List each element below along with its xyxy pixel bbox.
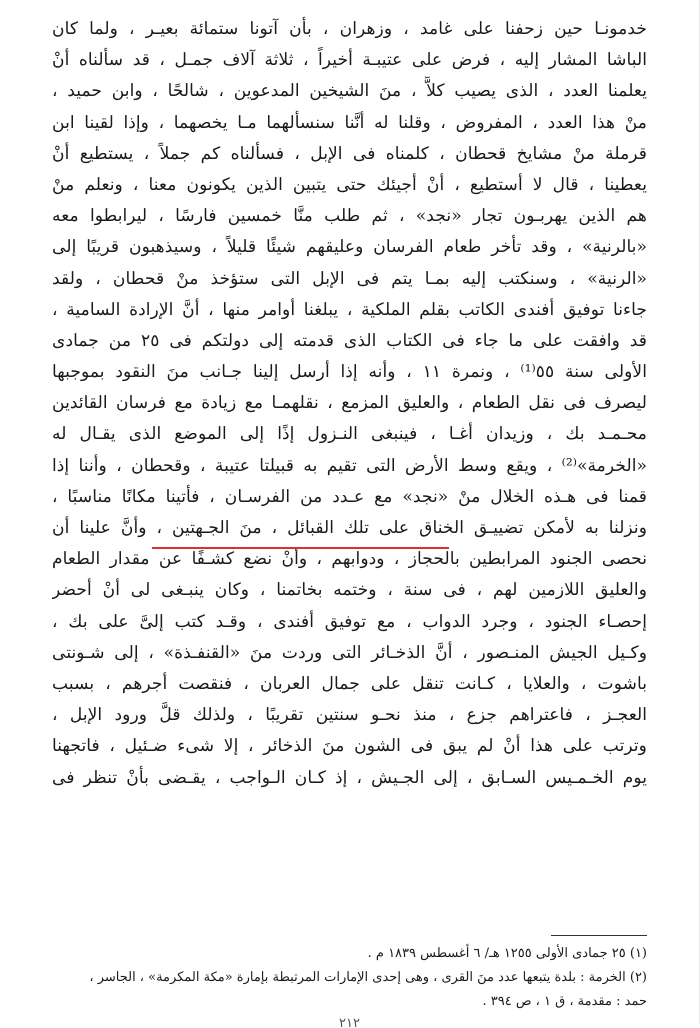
- text-line-15-highlighted: «الخرمة»⁽²⁾ ، ويقع وسط الأرض التى تقيم به قبيلتا عتيبة ، وقحطان ، وأننا إذا: [52, 455, 647, 476]
- footnote-2-continued: حمد : مقدمة ، ق ١ ، ص ٣٩٤ .: [482, 994, 647, 1009]
- text-line-9: «الرنية» ، وسنكتب إليه بمـا يتم فى الإبل التى ستؤخذ منْ قحطان ، ولقد: [52, 268, 647, 289]
- page-number: ٢١٢: [339, 1016, 360, 1028]
- footnote-1: (١) ٢٥ جمادى الأولى ١٢٥٥ هـ/ ٦ أغسطس ١٨٣٩ م .: [367, 946, 647, 961]
- text-line-22: باشوت ، والعلايا ، كـانت تنقل على جمال العربان ، فنقصت أجرهم ، بسبب: [52, 673, 647, 694]
- text-line-4: منْ هذا العدد ، المفروض ، وقلنا له أنَّنا سنسألهما مـا يخصهما ، وإذا لقينا ابن: [52, 112, 647, 133]
- text-line-16: قمنا فى هـذه الخلال منْ «نجد» مع عـدد من الفرسـان ، فأتينا مكانًا مناسبًا ،: [52, 486, 647, 507]
- text-line-11: قد وافقت على ما جاء فى الكتاب الذى قدمته إلى دولتكم فى ٢٥ من جمادى: [52, 330, 647, 351]
- text-line-8: «بالرنية» ، وقد تأخر طعام الفرسان وعليقهم شيئًا قليلاً ، وسيذهبون قريبًا إلى: [52, 237, 647, 258]
- text-line-13: ليصرف فى نقل الطعام ، والعليق المزمع ، نقلهمـا مع زيادة مع فرسان القائدين: [52, 393, 647, 414]
- footnotes: [52, 942, 647, 1014]
- text-line-3: يعلمنا العدد ، الذى يصيب كلاًّ ، منَ الشيخين المدعوين ، شالحًا ، وابن حميد ،: [52, 81, 647, 102]
- text-line-12: الأولى سنة ٥٥⁽¹⁾ ، ونمرة ١١ ، وأنه إذا أرسل إلينا جـانب منَ النقود بموجبها: [52, 362, 647, 383]
- footnote-2: (٢) الخرمة : بلدة يتبعها عدد منَ القرى ، وهى إحدى الإمارات المرتبطة بإمارة «مكة المكرمة» ، الجاسر ،: [89, 970, 647, 985]
- text-line-21: وكـيل الجيش المنـصور ، أنَّ الذخـائر التى وردت منَ «القنفـذة» ، إلى شـونتى: [52, 642, 647, 663]
- text-line-7: هم الذين يهربـون تجار «نجد» ، ثم طلب منَّا خمسين فارسًا ، ليرابطوا معه: [52, 206, 647, 227]
- text-line-24: وترتب على هذا أنْ لم يبق فى الشون منَ الذخائر ، إلا شىء ضـئيل ، فاتجهنا: [52, 736, 647, 757]
- text-line-5: قرملة منْ مشايخ قحطان ، كلمناه فى الإبل ، فسألناه كم جملاً ، يستطيع أنْ: [52, 143, 647, 164]
- text-line-25: يوم الخـمـيس السـابق ، إلى الجـيش ، إذ كـان الـواجب ، يقـضى بأنْ تنظر فى: [52, 767, 647, 788]
- text-line-18: نحصى الجنود المرابطين بالحجاز ، ودوابهم ، وأنْ نضع كشـفًا عن مقدار الطعام: [52, 549, 647, 570]
- text-line-20: إحصـاء الجنود ، وجرد الدواب ، مع توفيق أفندى ، وقـد كتب إلىَّ على بك ،: [52, 611, 647, 632]
- text-line-10: جاءنا توفيق أفندى الكاتب بقلم الملكية ، يبلغنا أوامر منها ، أنَّ الإرادة السامية ،: [52, 299, 647, 320]
- footnote-separator: [551, 935, 647, 936]
- body-text: [52, 14, 647, 794]
- red-underline-annotation: [152, 547, 449, 549]
- text-line-17: ونزلنا به لأمكن تضييـق الخناق على تلك القبائل ، منَ الجـهتين ، وأنَّ علينا أن: [52, 518, 647, 538]
- text-line-23: العجـز ، فاعتراهم جزع ، منذ نحـو سنتين تقريبًا ، ولذلك قلَّ ورود الإبل ،: [52, 705, 647, 726]
- text-line-14: محـمـد بك ، وزيدان أغـا ، فينبغى النـزول إذًا إلى الموضع الذى يقـال له: [52, 424, 647, 445]
- text-line-6: يعطينا ، قال لا أستطيع ، أنْ أجيئك حتى يتبين الذين يكونون معنا ، ونعلم منْ: [52, 174, 647, 195]
- text-line-2: الباشا المشار إليه ، فرض على عتيبـة أخيراً ، ثلاثة آلاف جمـل ، قد سألناه أنْ: [52, 50, 647, 71]
- text-line-19: والعليق اللازمين لهم ، فى سنة ، وختمه بخاتمنا ، وكان ينبـغى لى أنْ أحضر: [52, 580, 647, 601]
- text-line-1: خدمونـا حين زحفنا على غامد ، وزهران ، بأن آتونا ستمائة بعيـر ، ولما كان: [52, 19, 647, 39]
